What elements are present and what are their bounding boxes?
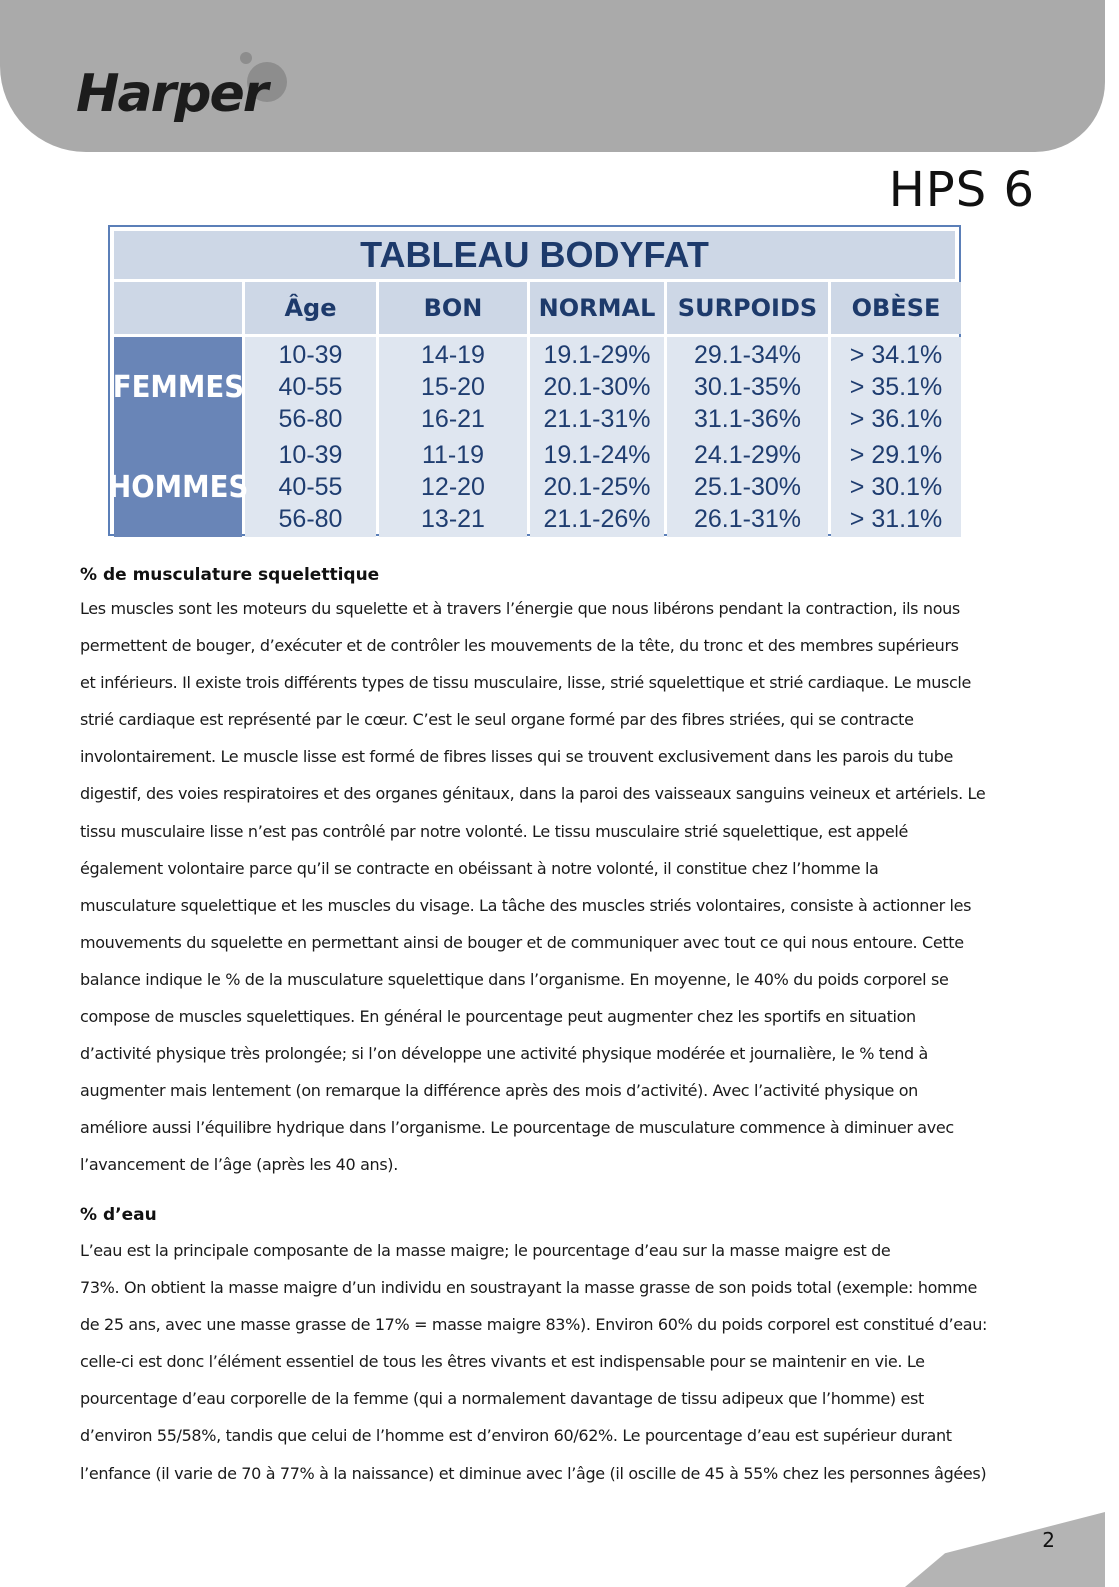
- table-cell: 16-21: [421, 405, 485, 433]
- table-cell: 10-39: [278, 441, 343, 469]
- logo-dot-small: [240, 52, 252, 64]
- table-cell: 11-19: [421, 441, 485, 469]
- page-number: 2: [1042, 1528, 1055, 1552]
- table-cell: > 29.1%: [849, 441, 943, 469]
- header-cell-bon: BON: [379, 282, 527, 334]
- paragraph-musculature: [80, 590, 1040, 1184]
- paragraph-eau: [80, 1232, 1040, 1492]
- table-title: TABLEAU BODYFAT: [114, 231, 955, 279]
- group-label: [114, 337, 242, 437]
- text-line: celle-ci est donc l’élément essentiel de tous les êtres vivants et est indispensable pour se maintenir en vie. Le: [80, 1352, 925, 1372]
- table-cell: 20.1-30%: [543, 373, 651, 401]
- column-bon: [379, 437, 527, 537]
- text-line: l’enfance (il varie de 70 à 77% à la naissance) et diminue avec l’âge (il oscille de 45 à 55% chez les personnes âgées): [80, 1463, 987, 1483]
- text-line: l’avancement de l’âge (après les 40 ans).: [80, 1155, 398, 1175]
- table-cell: > 31.1%: [849, 505, 943, 533]
- section-title-musculature: % de musculature squelettique: [80, 565, 380, 585]
- header-cell-obese: OBÈSE: [831, 282, 961, 334]
- table-cell: 25.1-30%: [693, 473, 802, 501]
- text-line: involontairement. Le muscle lisse est formé de fibres lisses qui se trouvent exclusivement dans les parois du tube: [80, 747, 953, 767]
- group-label-text: HOMMES: [107, 469, 249, 505]
- text-line: d’activité physique très prolongée; si l’on développe une activité physique modérée et journalière, le % tend à: [80, 1044, 929, 1064]
- text-line: mouvements du squelette en permettant ainsi de bouger et de communiquer avec tout ce qui nous entoure. Cette: [80, 932, 964, 952]
- table-cell: 31.1-36%: [693, 405, 802, 433]
- text-line: L’eau est la principale composante de la masse maigre; le pourcentage d’eau sur la masse maigre est de: [80, 1241, 891, 1260]
- table-cell: 21.1-31%: [543, 405, 651, 433]
- table-cell: 10-39: [278, 341, 343, 369]
- table-cell: 56-80: [278, 405, 343, 433]
- table-cell: 19.1-24%: [543, 441, 651, 469]
- text-line: et inférieurs. Il existe trois différents types de tissu musculaire, lisse, strié squelettique et strié cardiaque. Le muscle: [80, 673, 972, 693]
- column-age: [245, 437, 376, 537]
- table-cell: > 36.1%: [849, 405, 943, 433]
- text-line: 73%. On obtient la masse maigre d’un individu en soustrayant la masse grasse de son poids total (exemple: homme: [80, 1278, 978, 1298]
- bodyfat-table: [108, 225, 961, 536]
- text-line: Les muscles sont les moteurs du squelette et à travers l’énergie que nous libérons pendant la contraction, ils nous: [80, 599, 960, 618]
- text-line: strié cardiaque est représenté par le cœur. C’est le seul organe formé par des fibres striées, qui se contracte: [80, 710, 914, 730]
- text-line: également volontaire parce qu’il se contracte en obéissant à notre volonté, il constitue chez l’homme la: [80, 858, 879, 878]
- table-cell: 26.1-31%: [693, 505, 802, 533]
- table-header-row: [114, 282, 955, 334]
- header-cell-empty: [114, 282, 242, 334]
- group-label-text: FEMMES: [112, 369, 244, 405]
- table-cell: 29.1-34%: [693, 341, 802, 369]
- text-line: musculature squelettique et les muscles du visage. La tâche des muscles striés volontaires, consiste à actionner les: [80, 895, 972, 915]
- table-cell: 20.1-25%: [543, 473, 651, 501]
- table-cell: 40-55: [278, 473, 343, 501]
- group-rows: [245, 437, 958, 537]
- column-surpoids: [667, 337, 828, 437]
- section-title-eau: % d’eau: [80, 1205, 157, 1225]
- column-normal: [530, 337, 664, 437]
- table-cell: 13-21: [421, 505, 485, 533]
- model-name: HPS 6: [888, 162, 1035, 218]
- table-cell: 40-55: [278, 373, 343, 401]
- column-age: [245, 337, 376, 437]
- text-line: tissu musculaire lisse n’est pas contrôlé par notre volonté. Le tissu musculaire strié squelettique, est appelé: [80, 821, 909, 841]
- column-bon: [379, 337, 527, 437]
- table-cell: > 34.1%: [849, 341, 943, 369]
- header-cell-normal: NORMAL: [530, 282, 664, 334]
- column-obese: [831, 337, 961, 437]
- table-cell: 24.1-29%: [693, 441, 802, 469]
- text-line: pourcentage d’eau corporelle de la femme (qui a normalement davantage de tissu adipeux que l’homme) est: [80, 1389, 924, 1409]
- text-line: de 25 ans, avec une masse grasse de 17% = masse maigre 83%). Environ 60% du poids corporel est constitué d’eau:: [80, 1315, 988, 1335]
- header-cell-age: Âge: [245, 282, 376, 334]
- table-cell: 14-19: [421, 341, 485, 369]
- table-cell: > 35.1%: [849, 373, 943, 401]
- footer-corner-tab: [905, 1512, 1105, 1587]
- table-cell: 56-80: [278, 505, 343, 533]
- column-normal: [530, 437, 664, 537]
- table-cell: 21.1-26%: [543, 505, 651, 533]
- header-cell-surpoids: SURPOIDS: [667, 282, 828, 334]
- text-line: améliore aussi l’équilibre hydrique dans l’organisme. Le pourcentage de musculature commence à diminuer avec: [80, 1118, 954, 1138]
- table-cell: > 30.1%: [849, 473, 943, 501]
- table-cell: 15-20: [421, 373, 485, 401]
- text-line: augmenter mais lentement (on remarque la différence après des mois d’activité). Avec l’activité physique on: [80, 1081, 918, 1101]
- table-group-femmes: [114, 337, 955, 435]
- table-cell: 30.1-35%: [693, 373, 802, 401]
- text-line: d’environ 55/58%, tandis que celui de l’homme est d’environ 60/62%. Le pourcentage d’eau est supérieur durant: [80, 1426, 952, 1446]
- text-line: balance indique le % de la musculature squelettique dans l’organisme. En moyenne, le 40% du poids corporel se: [80, 969, 949, 989]
- text-line: compose de muscles squelettiques. En général le pourcentage peut augmenter chez les sportifs en situation: [80, 1007, 916, 1027]
- table-cell: 19.1-29%: [543, 341, 651, 369]
- text-line: digestif, des voies respiratoires et des organes génitaux, dans la paroi des vaisseaux sanguins veineux et artériels. Le: [80, 784, 986, 804]
- table-cell: 12-20: [421, 473, 485, 501]
- column-surpoids: [667, 437, 828, 537]
- text-line: permettent de bouger, d’exécuter et de contrôler les mouvements de la tête, du tronc et des membres supérieurs: [80, 636, 959, 656]
- group-rows: [245, 337, 958, 437]
- group-label: [107, 437, 249, 537]
- table-group-hommes: [107, 437, 955, 535]
- column-obese: [831, 437, 961, 537]
- brand-logo: Harper: [76, 64, 267, 124]
